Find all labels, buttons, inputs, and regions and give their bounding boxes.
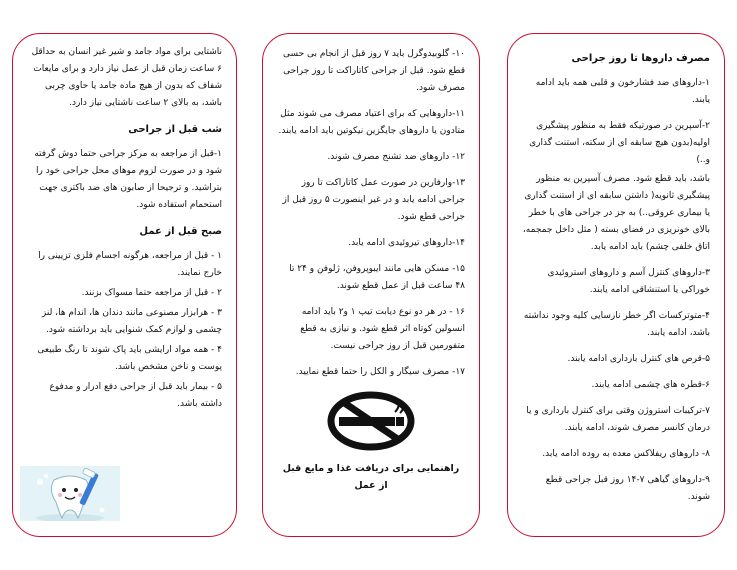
list-item: ۵-قرص های کنترل بارداری ادامه یابند. (567, 354, 710, 364)
middle-panel (262, 33, 480, 537)
tooth-illustration (20, 466, 120, 521)
list-item: ۵ - بیمار باید قبل از جراحی دفع ادرار و مدفوع داشته باشد. (49, 382, 222, 409)
list-item: ۱۴-داروهای تیروئیدی ادامه یابد. (348, 238, 465, 248)
list-item: ۱۶ - در هر دو نوع دیابت تیپ ۱ و۲ باید ادامه انسولین کوتاه اثر قطع شود. و نیازی به قطع متفورمین قبل از روز جراحی نیست. (300, 307, 465, 351)
list-item: ۲-آسپرین در صورتیکه فقط به منظور پیشگیری اولیه(بدون هیچ سابقه ای از سکته، استنت گذاری و..) (529, 121, 710, 165)
list-item: ۸- داروهای ریفلاکس معده به روده ادامه یابد. (542, 449, 710, 459)
list-item: باشد، باید قطع شود. مصرف آسپرین به منظور پیشگیری ثانویه( داشتن سابقه ای از استنت گذاری یا بیماری عروقی..) به جز در جراحی های با خطر بالای خونریزی در فضای بسته ( مثل داخل جمجمه، اتاق خلفی چشم) باید ادامه یابد. (522, 174, 710, 252)
list-item: ۱۰- گلوبیدوگرل باید ۷ روز قبل از انجام بی حسی قطع شود. قبل از جراحی کاتاراکت تا روز جراحی مصرف شود. (283, 49, 465, 93)
fasting-intro: ناشتایی برای مواد جامد و شیر غیر انسان به حداقل ۶ ساعت زمان قبل از عمل نیاز دارد و برای مایعات شفاف که بدون از هیچ ماده جامد یا حاوی چربی باشد، به بالای ۲ ساعت ناشتایی نیاز دارد. (31, 47, 222, 108)
night-before-text: ۱-قبل از مراجعه به مرکز جراحی حتما دوش گرفته شود و در صورت لزوم موهای محل جراحی خود را بتراشید. و ترجیحا از صابون های ضد باکتری جهت استحمام استفاده شود. (34, 149, 222, 210)
list-item: ۴-متوترکسات اگر خطر نارسایی کلیه وجود نداشته باشد، ادامه یابند. (523, 311, 710, 338)
list-item: ۴ - همه مواد ارایشی باید پاک شوند تا رنگ طبیعی پوست و ناخن مشخص باشد. (37, 345, 222, 372)
list-item: ۹-داروهای گیاهی ۷-۱۴ روز قبل جراحی قطع شوند. (545, 475, 710, 502)
morning-list (27, 248, 222, 413)
list-item: ۱۳-وارفارین در صورت عمل کاتاراکت تا روز جراحی ادامه یابد و در غیر اینصورت ۵ روز قبل از جراحی قطع شود. (282, 178, 465, 222)
list-item: ۳-داروهای کنترل آسم و داروهای استروئیدی خوراکی یا استنشاقی ادامه یابند. (547, 268, 710, 295)
left-panel (12, 33, 237, 537)
footer-title: راهنمایی برای دریافت غذا و مایع قبل از عمل (282, 463, 460, 491)
list-item: ۶-قطره های چشمی ادامه یابند. (591, 380, 710, 390)
list-item: ۷-ترکیبات استروژن وقتی برای کنترل بارداری و یا درمان کانسر مصرف شوند، ادامه یابند. (526, 406, 710, 433)
right-panel (507, 33, 725, 537)
list-item: ۱ - قبل از مراجعه، هرگونه اجسام فلزی تزیینی را خارج نمایند. (38, 251, 222, 278)
list-item: ۱۷- مصرف سیگار و الکل را حتما قطع نمایید. (295, 367, 465, 377)
list-item: ۳ - هرابزار مصنوعی مانند دندان ها، اندام ها، لنز چشمی و لوازم کمک شنوایی باید برداشته شود. (41, 308, 222, 335)
list-item: ۱۵- مسکن هایی مانند ایبوپروفن، ژلوفن و ۲۴ تا ۴۸ ساعت قبل از عمل قطع شوند. (289, 264, 465, 291)
medication-list (522, 75, 710, 506)
list-item: ۱-داروهای ضد فشارخون و قلبی همه باید ادامه یابند. (535, 78, 710, 105)
section-title-night-before: شب قبل از جراحی (128, 124, 222, 135)
medication-list-continued (277, 46, 465, 381)
list-item: ۱۲- داروهای ضد تشنج مصرف شوند. (327, 152, 465, 162)
list-item: ۱۱-داروهایی که برای اعتیاد مصرف می شوند مثل متادون یا داروهای جایگزین نیکوتین باید ادامه یابند. (278, 109, 465, 136)
list-item: ۲ - قبل از مراجعه حتما مسواک بزنند. (81, 288, 222, 298)
section-title-morning: صبح قبل از عمل (139, 226, 222, 237)
no-smoking-icon (299, 390, 444, 452)
right-panel-title: مصرف داروها تا روز جراحی (571, 53, 710, 64)
